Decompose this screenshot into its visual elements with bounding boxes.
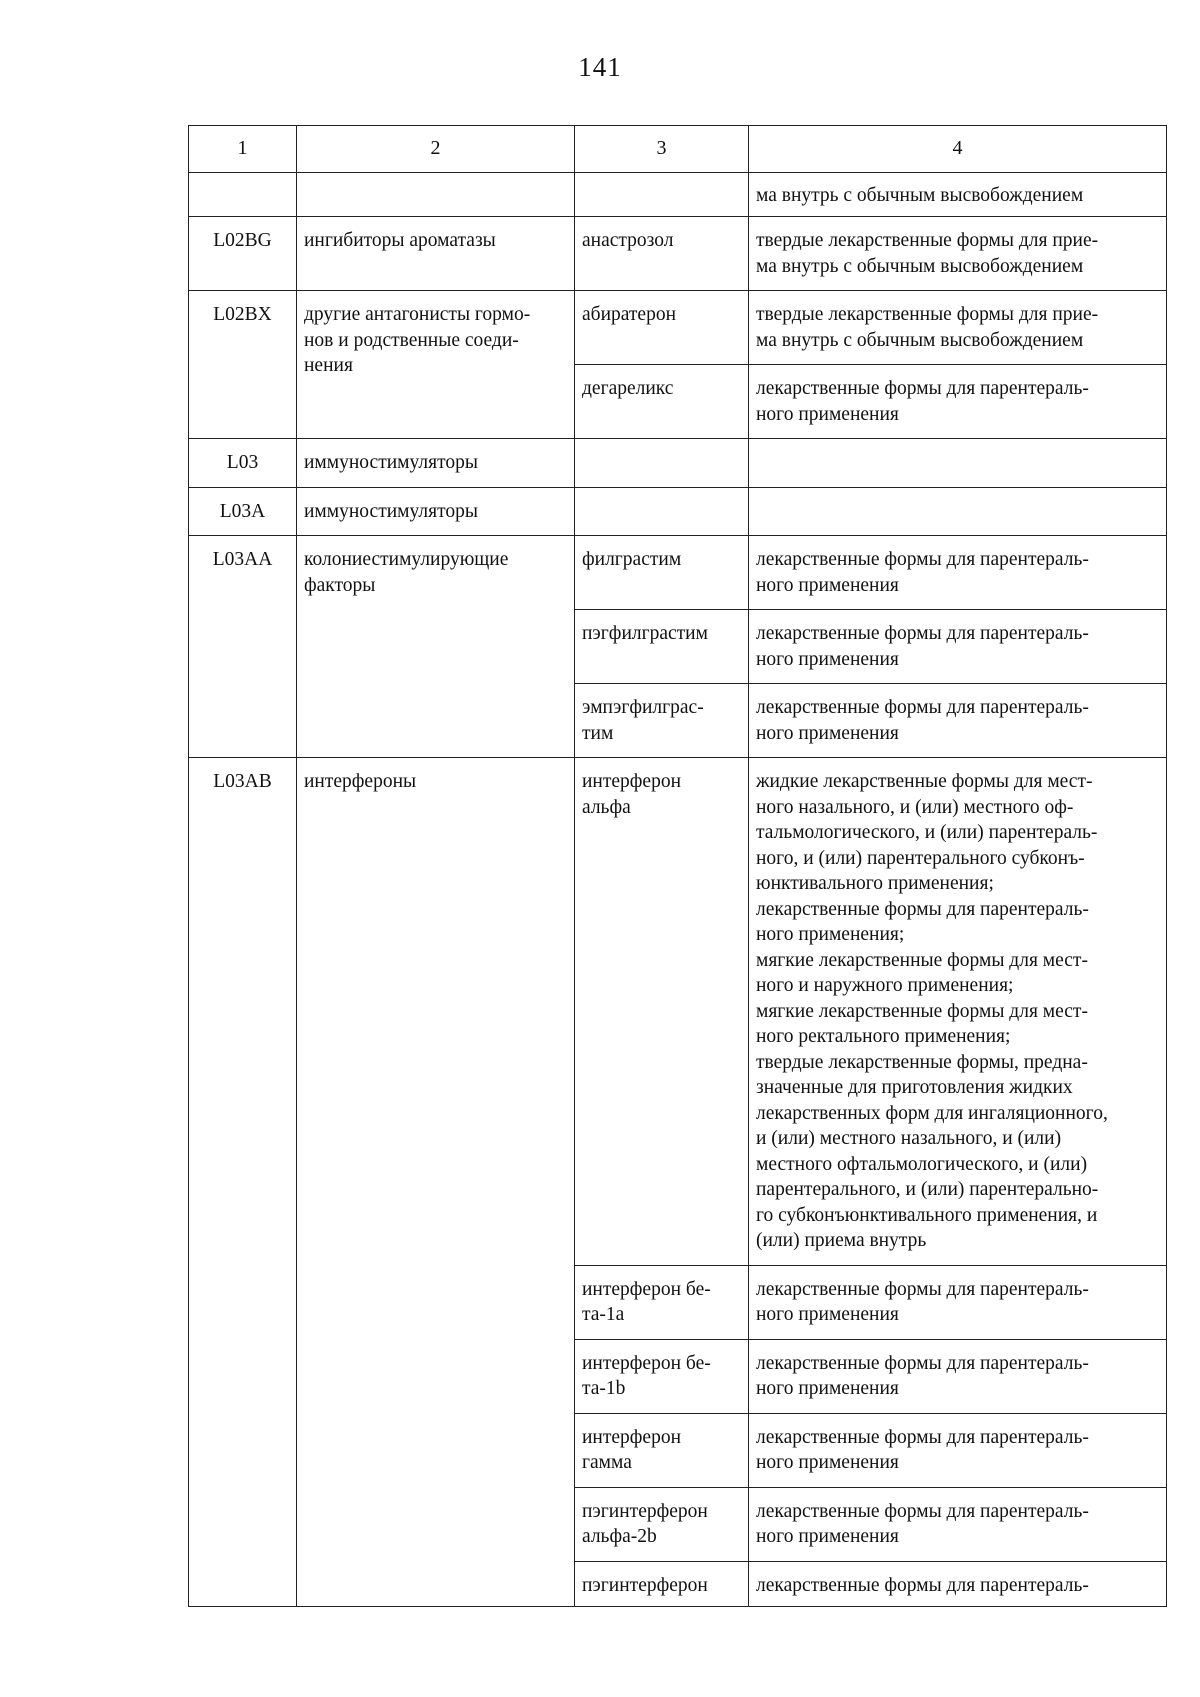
drug-cell: интерферон гамма bbox=[575, 1413, 749, 1487]
form-cell: жидкие лекарственные формы для мест- ного назального, и (или) местного оф- тальмологического, и (или) парентераль- ного, и (или) парентерального субконъ- юнктивального применения; лекарственные формы для парентераль- ного применения; мягкие лекарственные формы для мест- ного и наружного применения; мягкие лекарственные формы для мест- ного ректального применения; твердые лекарственные формы, предна- значенные для приготовления жидких лекарственных форм для ингаляционного, и (или) местного назального, и (или) местного офтальмологического, и (или) парентерального, и (или) парентерально- го субконъюнктивального применения, и (или) приема внутрь bbox=[749, 758, 1167, 1266]
form-cell: лекарственные формы для парентераль- ного применения bbox=[749, 1339, 1167, 1413]
group-cell bbox=[297, 172, 575, 217]
drug-cell: абиратерон bbox=[575, 291, 749, 365]
table-row bbox=[189, 291, 1167, 365]
code-cell: L03 bbox=[189, 439, 297, 488]
form-cell: лекарственные формы для парентераль- ного применения bbox=[749, 536, 1167, 610]
form-cell: лекарственные формы для парентераль- bbox=[749, 1561, 1167, 1607]
form-cell: твердые лекарственные формы для прие- ма внутрь с обычным высвобождением bbox=[749, 217, 1167, 291]
group-cell: колониестимулирующие факторы bbox=[297, 536, 575, 758]
form-cell: лекарственные формы для парентераль- ного применения bbox=[749, 684, 1167, 758]
drug-cell bbox=[575, 172, 749, 217]
table-row bbox=[189, 536, 1167, 610]
group-cell: интерфероны bbox=[297, 758, 575, 1607]
group-cell: иммуностимуляторы bbox=[297, 487, 575, 536]
code-cell: L03AB bbox=[189, 758, 297, 1607]
form-cell: лекарственные формы для парентераль- ного применения bbox=[749, 1265, 1167, 1339]
table-row bbox=[189, 217, 1167, 291]
drug-cell: интерферон альфа bbox=[575, 758, 749, 1266]
table-row bbox=[189, 439, 1167, 488]
form-cell bbox=[749, 439, 1167, 488]
drug-cell: интерферон бе- та-1а bbox=[575, 1265, 749, 1339]
table-row bbox=[189, 758, 1167, 1266]
drug-cell: филграстим bbox=[575, 536, 749, 610]
group-cell: иммуностимуляторы bbox=[297, 439, 575, 488]
drug-cell: эмпэгфилграс- тим bbox=[575, 684, 749, 758]
form-cell: твердые лекарственные формы для прие- ма внутрь с обычным высвобождением bbox=[749, 291, 1167, 365]
drug-cell: дегареликс bbox=[575, 365, 749, 439]
table-row bbox=[189, 487, 1167, 536]
form-cell: лекарственные формы для парентераль- ного применения bbox=[749, 1413, 1167, 1487]
drug-cell bbox=[575, 487, 749, 536]
drug-table bbox=[188, 125, 1167, 1607]
group-cell: другие антагонисты гормо- нов и родственные соеди- нения bbox=[297, 291, 575, 439]
code-cell bbox=[189, 172, 297, 217]
column-header-4: 4 bbox=[749, 126, 1167, 173]
form-cell: лекарственные формы для парентераль- ного применения bbox=[749, 1487, 1167, 1561]
column-header-3: 3 bbox=[575, 126, 749, 173]
table-header-row bbox=[189, 126, 1167, 173]
column-header-1: 1 bbox=[189, 126, 297, 173]
column-header-2: 2 bbox=[297, 126, 575, 173]
page-number: 141 bbox=[578, 52, 622, 82]
drug-cell: интерферон бе- та-1b bbox=[575, 1339, 749, 1413]
drug-cell: пэгинтерферон альфа-2b bbox=[575, 1487, 749, 1561]
drug-cell: анастрозол bbox=[575, 217, 749, 291]
drug-cell: пэгфилграстим bbox=[575, 610, 749, 684]
code-cell: L02BX bbox=[189, 291, 297, 439]
group-cell: ингибиторы ароматазы bbox=[297, 217, 575, 291]
code-cell: L02BG bbox=[189, 217, 297, 291]
code-cell: L03A bbox=[189, 487, 297, 536]
drug-cell: пэгинтерферон bbox=[575, 1561, 749, 1607]
form-cell: лекарственные формы для парентераль- ного применения bbox=[749, 610, 1167, 684]
form-cell: лекарственные формы для парентераль- ного применения bbox=[749, 365, 1167, 439]
table-row bbox=[189, 172, 1167, 217]
code-cell: L03AA bbox=[189, 536, 297, 758]
form-cell bbox=[749, 487, 1167, 536]
form-cell: ма внутрь с обычным высвобождением bbox=[749, 172, 1167, 217]
drug-cell bbox=[575, 439, 749, 488]
